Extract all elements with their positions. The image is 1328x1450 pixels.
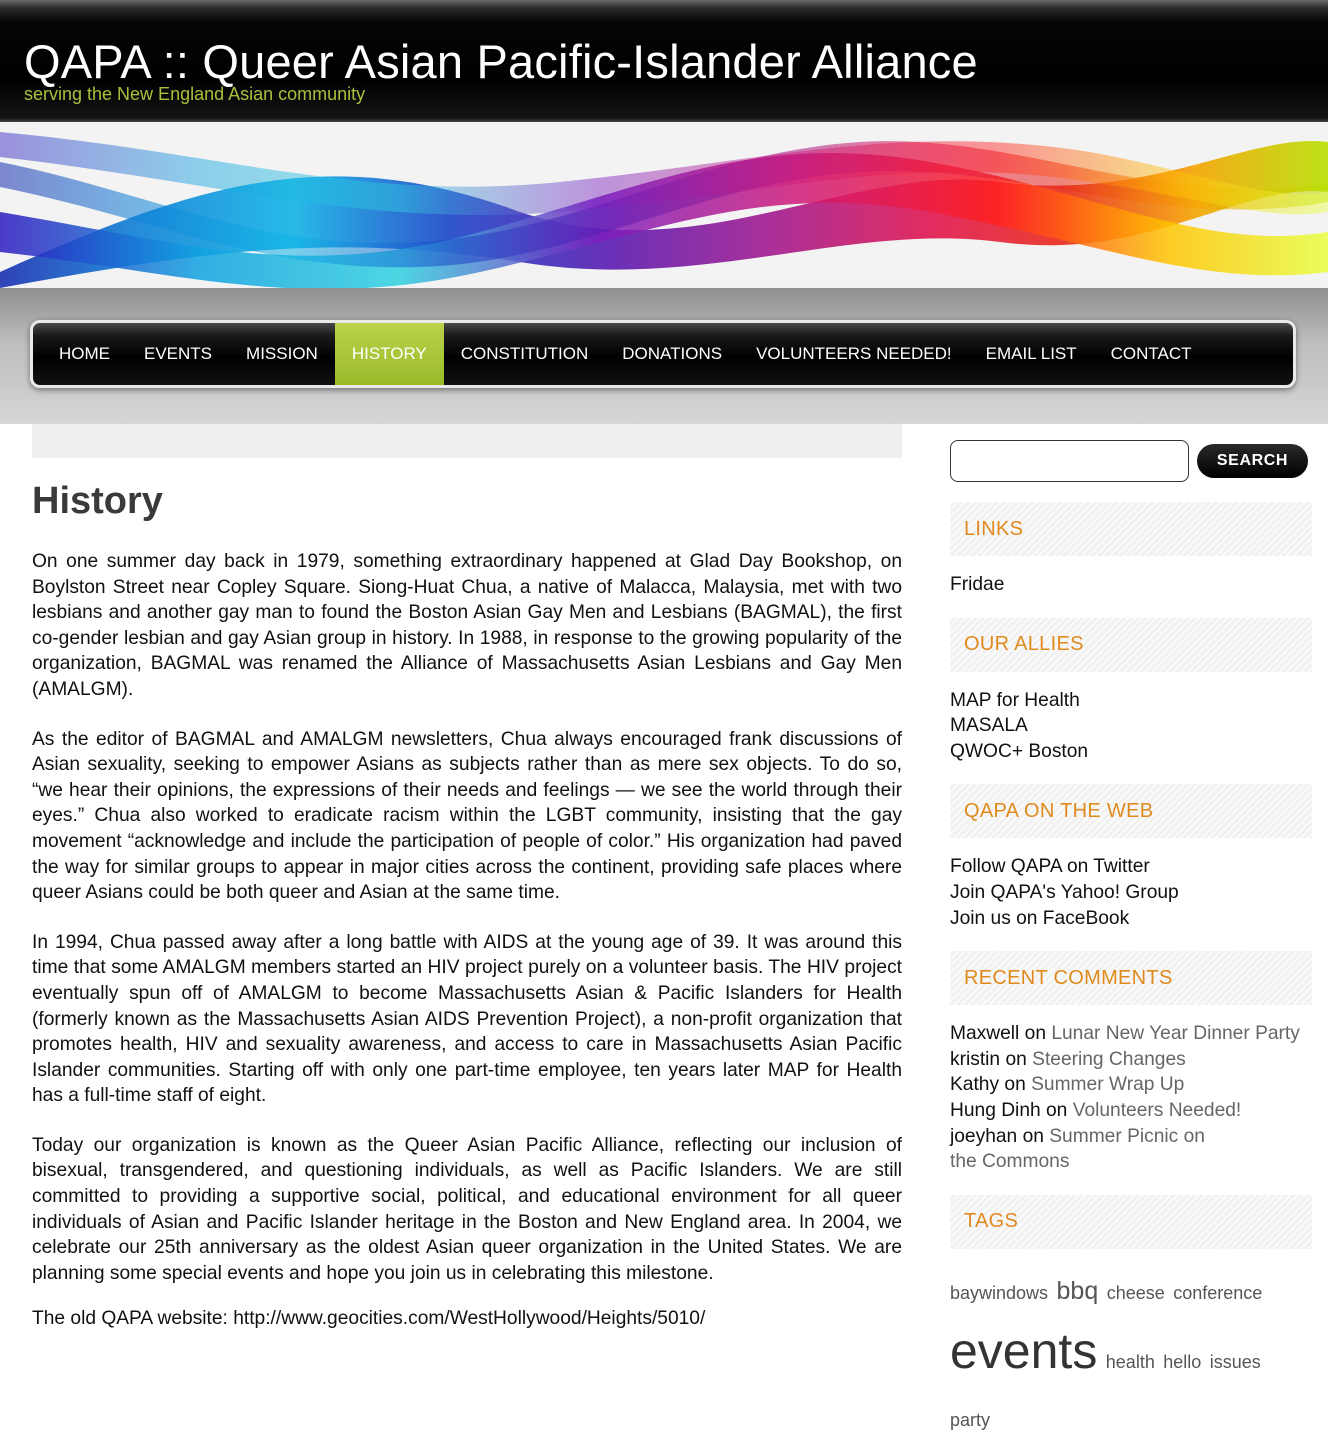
- comment-author: joeyhan: [950, 1125, 1018, 1147]
- recent-comments-list: [950, 1021, 1312, 1175]
- allies-heading: OUR ALLIES: [950, 618, 1312, 672]
- content-top-strip: [32, 424, 902, 458]
- tag-cloud: [950, 1263, 1312, 1450]
- search-input[interactable]: [950, 440, 1189, 482]
- tag-link[interactable]: hello: [1163, 1351, 1202, 1372]
- history-paragraph: On one summer day back in 1979, something extraordinary happened at Glad Day Bookshop, on Boylston Street near Copley Square. Siong-Huat Chua, a native of Malacca, Malaysia, met with two lesbians and another gay man to found the Boston Asian Gay Men and Lesbians (BAGMAL), the first co-gender lesbian and gay Asian group in history. In 1988, in response to the growing popularity of the organization, BAGMAL was renamed the Alliance of Massachusetts Asian Lesbians and Gay Men (AMALGM).: [32, 551, 902, 700]
- tag-link[interactable]: bbq: [1056, 1276, 1099, 1305]
- link-map-for-health[interactable]: MAP for Health: [950, 689, 1080, 711]
- comment-item: [950, 1098, 1312, 1124]
- qapa-web-heading: QAPA ON THE WEB: [950, 784, 1312, 838]
- tag-link[interactable]: party: [950, 1409, 991, 1430]
- link-twitter[interactable]: Follow QAPA on Twitter: [950, 856, 1150, 878]
- links-list: [950, 572, 1312, 598]
- tag-link[interactable]: events: [950, 1322, 1098, 1379]
- comment-item: [950, 1124, 1230, 1175]
- list-item: [950, 713, 1312, 739]
- link-qwoc-boston[interactable]: QWOC+ Boston: [950, 740, 1089, 762]
- comment-post-link[interactable]: Lunar New Year Dinner Party: [1051, 1023, 1300, 1045]
- list-item: [950, 880, 1312, 906]
- comment-author: Kathy: [950, 1074, 1000, 1096]
- comment-item: [950, 1021, 1312, 1047]
- search-form: [950, 440, 1312, 482]
- tags-heading: TAGS: [950, 1195, 1312, 1249]
- site-tagline: serving the New England Asian community: [24, 84, 366, 104]
- history-paragraph: In 1994, Chua passed away after a long battle with AIDS at the young age of 39. It was around this time that some AMALGM members started an HIV project purely on a volunteer basis. The HIV project eventually spun off of AMALGM to become Massachusetts Asian & Pacific Islanders for Health (formerly known as the Massachusetts Asian AIDS Prevention Project), a non-profit organization that promotes health, HIV and sexuality awareness, and access to care in Massachusetts Asian Pacific Islander communities. Starting off with only one part-time employee, ten years later MAP for Health has a full-time staff of eight.: [32, 931, 902, 1107]
- nav-item-contact[interactable]: CONTACT: [1110, 344, 1192, 363]
- comment-post-link[interactable]: Summer Wrap Up: [1031, 1074, 1185, 1096]
- comment-author: Hung Dinh: [950, 1099, 1041, 1121]
- nav-item-volunteers-needed[interactable]: VOLUNTEERS NEEDED!: [756, 344, 952, 363]
- nav-item-constitution[interactable]: CONSTITUTION: [460, 344, 589, 363]
- comment-connector: on: [1004, 1074, 1026, 1096]
- comment-author: Maxwell: [950, 1023, 1020, 1045]
- links-heading: LINKS: [950, 502, 1312, 556]
- sidebar: [950, 440, 1312, 1450]
- comment-post-link[interactable]: Volunteers Needed!: [1072, 1099, 1242, 1121]
- tag-link[interactable]: baywindows: [950, 1282, 1049, 1303]
- tag-link[interactable]: issues: [1209, 1351, 1261, 1372]
- tag-link[interactable]: cheese: [1106, 1282, 1165, 1303]
- comment-author: kristin: [950, 1048, 1001, 1070]
- list-item: [950, 688, 1312, 714]
- old-website-text: The old QAPA website: http://www.geocities.com/WestHollywood/Heights/5010/: [32, 1308, 706, 1330]
- link-facebook[interactable]: Join us on FaceBook: [950, 907, 1130, 929]
- comment-post-link[interactable]: Steering Changes: [1032, 1048, 1186, 1070]
- link-yahoo-group[interactable]: Join QAPA's Yahoo! Group: [950, 881, 1179, 903]
- search-button[interactable]: SEARCH: [1197, 444, 1308, 478]
- link-masala[interactable]: MASALA: [950, 715, 1028, 737]
- main-content: [32, 424, 902, 1332]
- comment-post-link[interactable]: Summer Picnic on the Commons: [950, 1125, 1205, 1173]
- comment-connector: on: [1022, 1125, 1044, 1147]
- nav-list: [33, 323, 1293, 385]
- qapa-web-list: [950, 854, 1312, 931]
- nav-item-history[interactable]: HISTORY: [335, 323, 444, 385]
- list-item: [950, 906, 1312, 932]
- site-title[interactable]: QAPA :: Queer Asian Pacific-Islander Alliance: [24, 35, 978, 88]
- comment-item: [950, 1047, 1312, 1073]
- recent-comments-heading: RECENT COMMENTS: [950, 951, 1312, 1005]
- history-paragraph: As the editor of BAGMAL and AMALGM newsletters, Chua always encouraged frank discussions of Asian sexuality, seeking to empower Asians as subjects rather than as mere sex objects. To do so, “we hear their opinions, the expressions of their needs and feelings — we see the world through their eyes.” Chua also worked to eradicate racism within the LGBT community, insisting that the gay movement “acknowledge and include the participation of people of color.” His organization had paved the way for similar groups to appear in major cities across the continent, providing safe places where queer Asians could be both queer and Asian at the same time.: [32, 728, 902, 904]
- list-item: [950, 572, 1312, 598]
- comment-item: [950, 1072, 1312, 1098]
- comment-connector: on: [1046, 1099, 1068, 1121]
- nav-item-home[interactable]: HOME: [59, 344, 110, 363]
- allies-list: [950, 688, 1312, 765]
- page-title: History: [32, 480, 163, 522]
- nav-item-mission[interactable]: MISSION: [246, 344, 318, 363]
- main-navigation: [30, 320, 1296, 388]
- site-header: [0, 0, 1328, 122]
- tag-link[interactable]: conference: [1173, 1282, 1263, 1303]
- rainbow-wave-graphic: [0, 122, 1328, 288]
- comment-connector: on: [1024, 1023, 1046, 1045]
- link-fridae[interactable]: Fridae: [950, 574, 1005, 595]
- nav-item-events[interactable]: EVENTS: [144, 344, 213, 363]
- nav-area: [0, 288, 1328, 424]
- list-item: [950, 854, 1312, 880]
- nav-item-email-list[interactable]: EMAIL LIST: [985, 344, 1077, 363]
- comment-connector: on: [1005, 1048, 1027, 1070]
- history-paragraph: Today our organization is known as the Queer Asian Pacific Alliance, reflecting our inclusion of bisexual, transgendered, and questioning individuals, as well as Pacific Islanders. We are still committed to providing a supportive social, political, and educational environment for all queer individuals of Asian and Pacific Islander heritage in the Boston and New England area. In 2004, we celebrate our 25th anniversary as the oldest Asian queer organization in the United States. We are planning some special events and hope you join us in celebrating this milestone.: [32, 1134, 902, 1284]
- nav-item-donations[interactable]: DONATIONS: [622, 344, 723, 363]
- tag-link[interactable]: health: [1105, 1351, 1155, 1372]
- list-item: [950, 739, 1312, 765]
- rainbow-banner: [0, 122, 1328, 288]
